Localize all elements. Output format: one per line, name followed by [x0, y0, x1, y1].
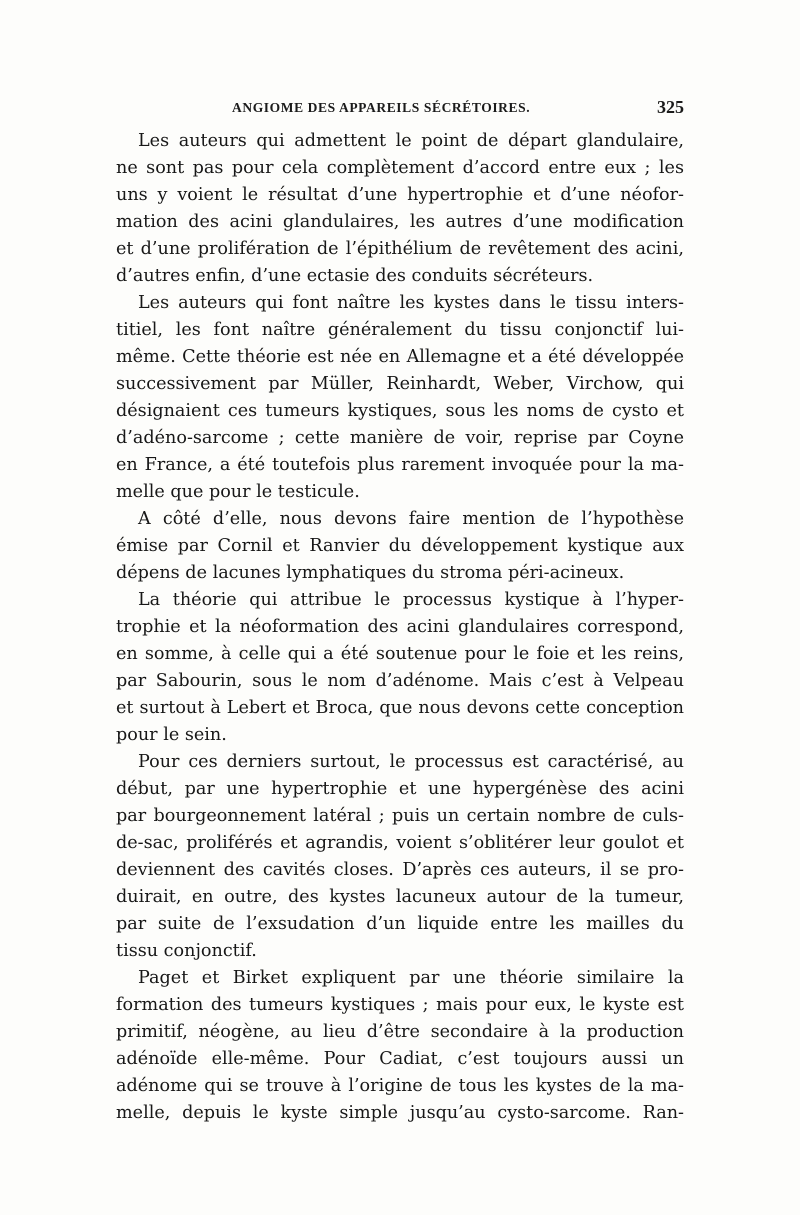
text-line: tissu conjonctif. — [116, 941, 257, 961]
text-line: uns y voient le résultat d’une hypertrophie et d’une néofor- — [116, 185, 684, 205]
text-line: duirait, en outre, des kystes lacuneux autour de la tumeur, — [116, 887, 684, 907]
text-line: mation des acini glandulaires, les autres d’une modification — [116, 212, 684, 232]
text-line: trophie et la néoformation des acini glandulaires correspond, — [116, 617, 684, 637]
text-line: et surtout à Lebert et Broca, que nous devons cette conception — [116, 698, 684, 718]
text-line: successivement par Müller, Reinhardt, Weber, Virchow, qui — [116, 374, 684, 394]
text-line: de-sac, proliférés et agrandis, voient s’oblitérer leur goulot et — [116, 833, 684, 853]
text-line: primitif, néogène, au lieu d’être secondaire à la production — [116, 1022, 684, 1042]
text-line: Les auteurs qui font naître les kystes dans le tissu inters- — [138, 293, 684, 313]
text-line: A côté d’elle, nous devons faire mention de l’hypothèse — [138, 509, 684, 529]
text-line: en somme, à celle qui a été soutenue pour le foie et les reins, — [116, 644, 684, 664]
text-line: d’autres enfin, d’une ectasie des conduits sécréteurs. — [116, 266, 594, 286]
text-line: ne sont pas pour cela complètement d’accord entre eux ; les — [116, 158, 684, 178]
text-line: et d’une prolifération de l’épithélium de revêtement des acini, — [116, 239, 684, 259]
running-header — [116, 97, 684, 125]
text-line: melle que pour le testicule. — [116, 482, 360, 502]
text-line: par bourgeonnement latéral ; puis un certain nombre de culs- — [116, 806, 684, 826]
text-line: titiel, les font naître généralement du tissu conjonctif lui- — [116, 320, 684, 340]
running-title: ANGIOME DES APPAREILS SÉCRÉTOIRES. — [232, 100, 531, 115]
text-line: adénoïde elle-même. Pour Cadiat, c’est toujours aussi un — [116, 1049, 684, 1069]
text-line: formation des tumeurs kystiques ; mais pour eux, le kyste est — [116, 995, 684, 1015]
text-line: même. Cette théorie est née en Allemagne et a été développée — [116, 347, 684, 367]
text-line: La théorie qui attribue le processus kystique à l’hyper- — [138, 590, 684, 610]
text-line: d’adéno-sarcome ; cette manière de voir, reprise par Coyne — [116, 428, 684, 448]
text-line: Paget et Birket expliquent par une théorie similaire la — [138, 968, 684, 988]
text-line: par suite de l’exsudation d’un liquide entre les mailles du — [116, 914, 684, 934]
text-line: pour le sein. — [116, 725, 227, 745]
page-number: 325 — [657, 97, 684, 117]
text-line: en France, a été toutefois plus rarement invoquée pour la ma- — [116, 455, 684, 475]
text-line: Les auteurs qui admettent le point de départ glandulaire, — [138, 131, 684, 151]
text-line: par Sabourin, sous le nom d’adénome. Mais c’est à Velpeau — [116, 671, 684, 691]
text-line: adénome qui se trouve à l’origine de tous les kystes de la ma- — [116, 1076, 684, 1096]
text-line: dépens de lacunes lymphatiques du stroma péri-acineux. — [116, 563, 625, 583]
text-line: début, par une hypertrophie et une hypergénèse des acini — [116, 779, 684, 799]
text-line: désignaient ces tumeurs kystiques, sous les noms de cysto et — [116, 401, 684, 421]
text-line: émise par Cornil et Ranvier du développement kystique aux — [116, 536, 684, 556]
text-line: melle, depuis le kyste simple jusqu’au cysto-sarcome. Ran- — [116, 1103, 684, 1123]
text-line: deviennent des cavités closes. D’après ces auteurs, il se pro- — [116, 860, 684, 880]
body-text — [116, 128, 684, 1127]
text-line: Pour ces derniers surtout, le processus est caractérisé, au — [138, 752, 684, 772]
